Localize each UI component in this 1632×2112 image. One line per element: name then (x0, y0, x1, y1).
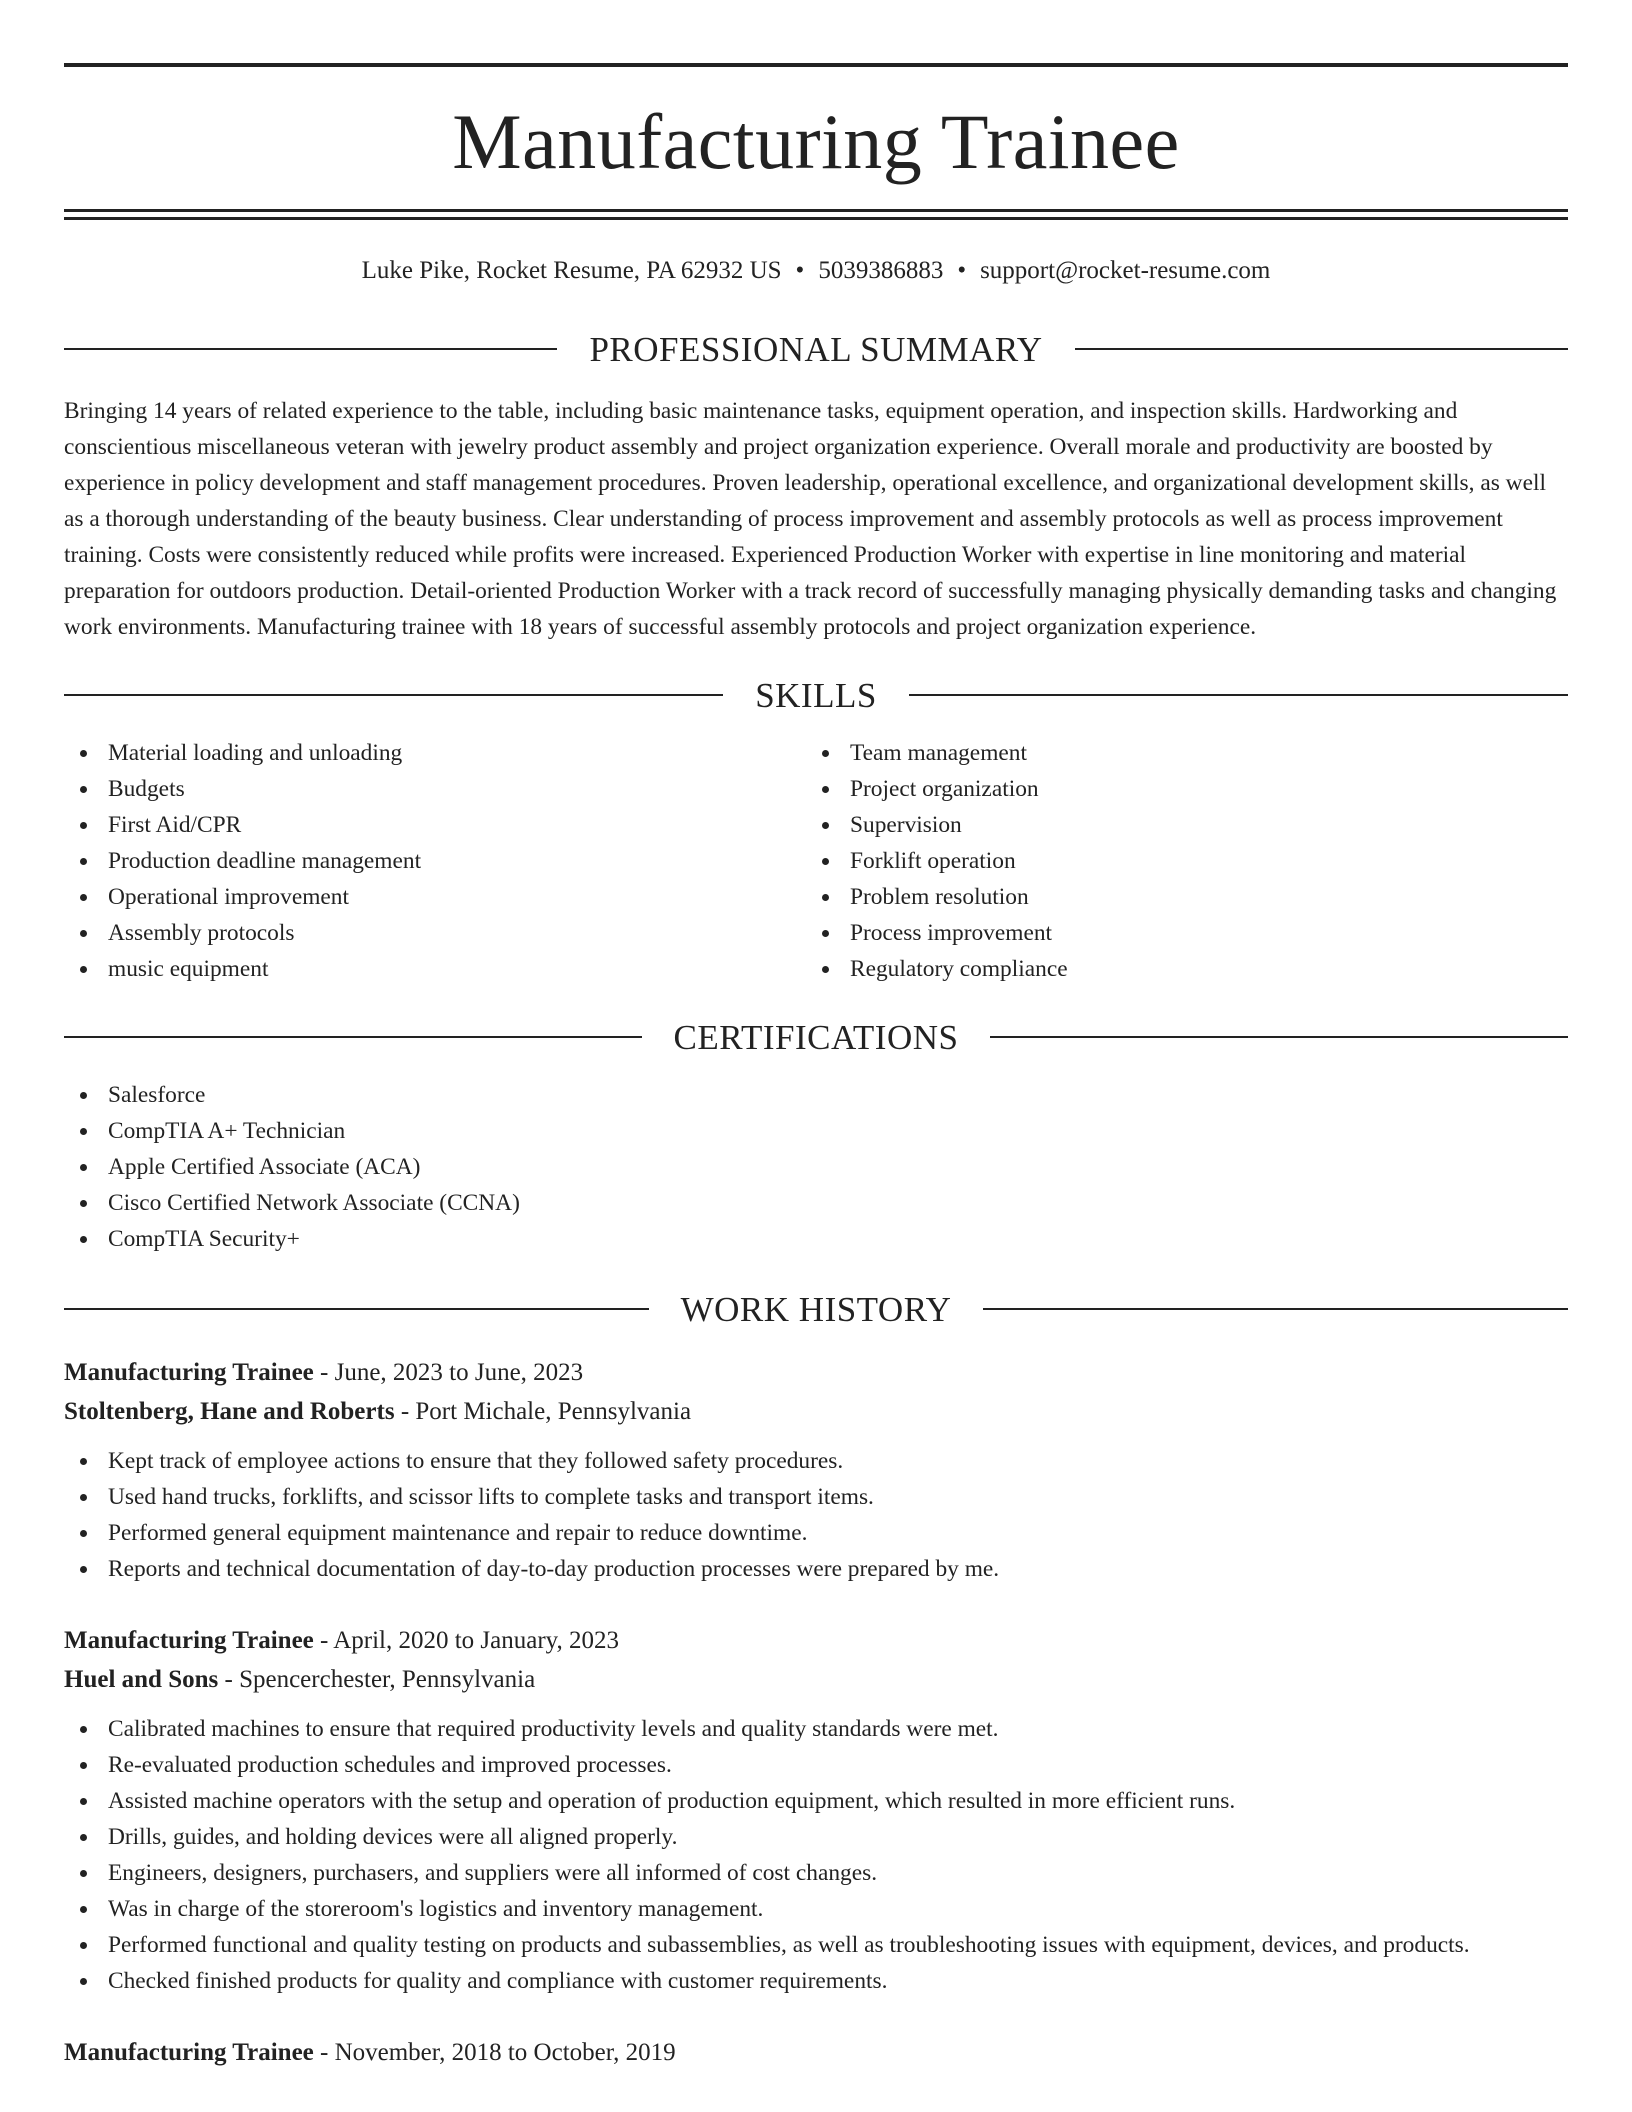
skill-item: music equipment (64, 951, 806, 987)
job-entry (64, 1621, 1568, 1999)
section-heading-work-history (64, 1289, 1568, 1329)
heading-rule-left (64, 694, 723, 696)
job-bullet: Was in charge of the storeroom's logistics and inventory management. (64, 1891, 1568, 1927)
heading-rule-left (64, 1308, 649, 1310)
summary-paragraph: Bringing 14 years of related experience to the table, including basic maintenance tasks, equipment operation, and inspection skills. Hardworking and conscientious miscellaneous veteran with jewelry product assembly and project organization experience. Overall morale and productivity are boosted by experience in policy development and staff management procedures. Proven leadership, operational excellence, and organizational development skills, as well as a thorough understanding of the beauty business. Clear understanding of process improvement and assembly protocols as well as process improvement training. Costs were consistently reduced while profits were increased. Experienced Production Worker with expertise in line monitoring and material preparation for outdoors production. Detail-oriented Production Worker with a track record of successfully managing physically demanding tasks and changing work environments. Manufacturing trainee with 18 years of successful assembly protocols and project organization experience. (64, 398, 1557, 640)
skill-item: Regulatory compliance (806, 951, 1548, 987)
contact-separator: • (795, 257, 805, 284)
contact-line (64, 258, 1568, 283)
job-bullet: Used hand trucks, forklifts, and scissor lifts to complete tasks and transport items. (64, 1479, 1568, 1515)
certification-item: Salesforce (64, 1077, 1568, 1113)
job-bullet: Drills, guides, and holding devices were all aligned properly. (64, 1819, 1568, 1855)
certification-item: Cisco Certified Network Associate (CCNA) (64, 1185, 1568, 1221)
section-title: SKILLS (755, 675, 877, 715)
skill-item: Problem resolution (806, 879, 1548, 915)
certifications-list (64, 1077, 1568, 1257)
contact-email: support@rocket-resume.com (980, 257, 1271, 284)
skill-item: Budgets (64, 771, 806, 807)
job-dates: - November, 2018 to October, 2019 (313, 2039, 676, 2066)
job-bullet: Calibrated machines to ensure that required productivity levels and quality standards were met. (64, 1711, 1568, 1747)
section-heading-skills (64, 675, 1568, 715)
job-bullet: Performed functional and quality testing on products and subassemblies, as well as troubleshooting issues with equipment, devices, and products. (64, 1927, 1568, 1963)
job-company-line (64, 1392, 1568, 1431)
skills-column-left (64, 735, 806, 987)
skill-item: Project organization (806, 771, 1548, 807)
heading-rule-left (64, 348, 557, 350)
job-bullet: Re-evaluated production schedules and improved processes. (64, 1747, 1568, 1783)
certification-item: CompTIA Security+ (64, 1221, 1568, 1257)
skills-list (64, 735, 1568, 987)
job-title-line (64, 2033, 1568, 2072)
job-location: - Port Michale, Pennsylvania (394, 1398, 692, 1425)
contact-address: Luke Pike, Rocket Resume, PA 62932 US (361, 257, 782, 284)
section-title: CERTIFICATIONS (673, 1017, 959, 1057)
job-bullet: Checked finished products for quality and compliance with customer requirements. (64, 1963, 1568, 1999)
job-dates: - April, 2020 to January, 2023 (313, 1627, 620, 1654)
heading-rule-right (1075, 348, 1568, 350)
job-bullet: Assisted machine operators with the setup and operation of production equipment, which resulted in more efficient runs. (64, 1783, 1568, 1819)
job-title: Manufacturing Trainee (64, 1627, 314, 1654)
skill-item: Assembly protocols (64, 915, 806, 951)
section-title: WORK HISTORY (680, 1289, 952, 1329)
contact-separator: • (957, 257, 967, 284)
job-bullet: Performed general equipment maintenance and repair to reduce downtime. (64, 1515, 1568, 1551)
heading-rule-right (983, 1308, 1568, 1310)
skills-column-right (806, 735, 1548, 987)
job-title: Manufacturing Trainee (64, 1359, 314, 1386)
heading-rule-right (990, 1036, 1568, 1038)
job-company: Stoltenberg, Hane and Roberts (64, 1398, 395, 1425)
skill-item: Forklift operation (806, 843, 1548, 879)
job-title: Manufacturing Trainee (64, 2039, 314, 2066)
job-bullets (64, 1711, 1568, 1999)
job-bullets (64, 1443, 1568, 1587)
certification-item: CompTIA A+ Technician (64, 1113, 1568, 1149)
job-company: Huel and Sons (64, 1666, 219, 1693)
job-bullet: Reports and technical documentation of day-to-day production processes were prepared by me. (64, 1551, 1568, 1587)
skill-item: Supervision (806, 807, 1548, 843)
resume-title: Manufacturing Trainee (452, 98, 1180, 185)
skill-item: Operational improvement (64, 879, 806, 915)
heading-rule-right (909, 694, 1568, 696)
section-title: PROFESSIONAL SUMMARY (589, 329, 1043, 369)
top-rule (64, 63, 1568, 67)
heading-rule-left (64, 1036, 642, 1038)
skill-item: Material loading and unloading (64, 735, 806, 771)
skill-item: First Aid/CPR (64, 807, 806, 843)
job-company-line (64, 1660, 1568, 1699)
skill-item: Production deadline management (64, 843, 806, 879)
job-location: - Spencerchester, Pennsylvania (218, 1666, 536, 1693)
contact-phone: 5039386883 (818, 257, 944, 284)
job-title-line (64, 1353, 1568, 1392)
section-heading-certifications (64, 1017, 1568, 1057)
resume-page (64, 63, 1568, 2072)
certification-item: Apple Certified Associate (ACA) (64, 1149, 1568, 1185)
job-dates: - June, 2023 to June, 2023 (313, 1359, 584, 1386)
skill-item: Team management (806, 735, 1548, 771)
title-double-rule (64, 209, 1568, 220)
job-bullet: Engineers, designers, purchasers, and suppliers were all informed of cost changes. (64, 1855, 1568, 1891)
skill-item: Process improvement (806, 915, 1548, 951)
section-heading-summary (64, 329, 1568, 369)
job-bullet: Kept track of employee actions to ensure that they followed safety procedures. (64, 1443, 1568, 1479)
job-title-line (64, 1621, 1568, 1660)
job-entry (64, 1353, 1568, 1587)
job-entry (64, 2033, 1568, 2072)
